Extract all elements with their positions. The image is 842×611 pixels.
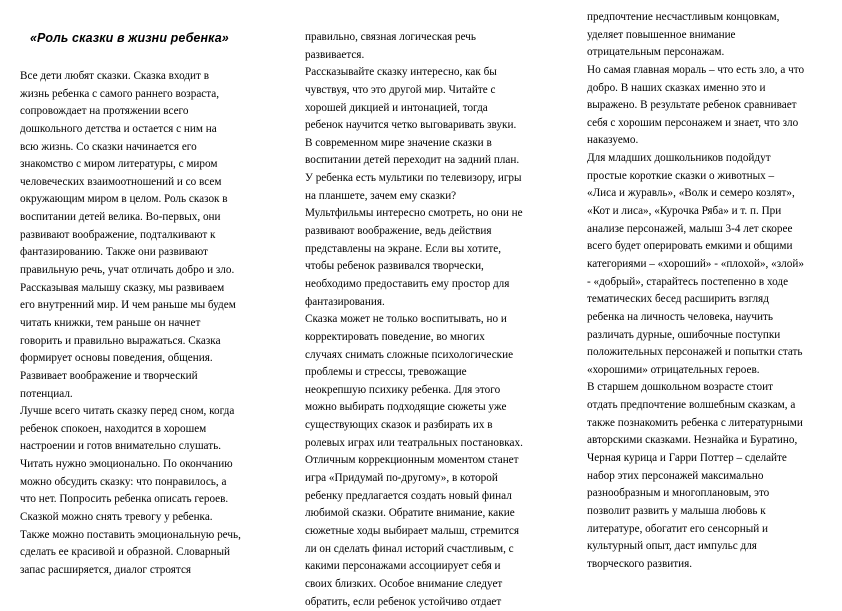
text-line: «хорошими» отрицательных героев. (587, 362, 837, 380)
text-line: ребенка на личность человека, научить (587, 309, 837, 327)
text-line: человеческих взаимоотношений и со всем (20, 174, 270, 192)
text-line: «Кот и лиса», «Курочка Ряба» и т. п. При (587, 203, 837, 221)
text-line: Читать нужно эмоционально. По окончанию (20, 456, 270, 474)
text-line: Развивает воображение и творческий (20, 368, 270, 386)
text-line: всего будет оперировать емкими и общими (587, 238, 837, 256)
text-line: ролевых играх или театральных постановках. (305, 435, 555, 453)
text-line: чтобы ребенок развивался творчески, (305, 258, 555, 276)
text-line: ребенок научится четко выговаривать звуки. (305, 117, 555, 135)
text-line: отдать предпочтение волшебным сказкам, а (587, 397, 837, 415)
text-line: простые короткие сказки о животных – (587, 168, 837, 186)
text-line: Отличным коррекционным моментом станет (305, 452, 555, 470)
text-line: любимой сказки. Обратите внимание, какие (305, 505, 555, 523)
text-column-2 (305, 29, 555, 611)
text-line: случаях снимать сложные психологические (305, 347, 555, 365)
text-line: что нет. Попросить ребенка описать героев. (20, 491, 270, 509)
text-line: проблемы и стрессы, тревожащие (305, 364, 555, 382)
text-line: воспитании детей велика. Во-первых, они (20, 209, 270, 227)
text-line: правильную речь, учат отличать добро и зло. (20, 262, 270, 280)
text-line: корректировать поведение, во многих (305, 329, 555, 347)
text-line: категориями – «хороший» - «плохой», «злой» (587, 256, 837, 274)
text-column-3 (587, 9, 837, 574)
text-line: воспитании детей переходит на задний план. (305, 152, 555, 170)
text-line: своих близких. Особое внимание следует (305, 576, 555, 594)
text-line: сюжетные ходы выбирает малыш, стремится (305, 523, 555, 541)
text-line: фантазирования. (305, 294, 555, 312)
text-line: на планшете, зачем ему сказки? (305, 188, 555, 206)
text-line: говорить и правильно выражаться. Сказка (20, 333, 270, 351)
text-line: - «добрый», старайтесь постепенно в ходе (587, 274, 837, 292)
text-line: творческого развития. (587, 556, 837, 574)
text-line: Также можно поставить эмоциональную речь, (20, 527, 270, 545)
text-line: уделяет повышенное внимание (587, 27, 837, 45)
text-line: У ребенка есть мультики по телевизору, игры (305, 170, 555, 188)
text-line: жизнь ребенка с самого раннего возраста, (20, 86, 270, 104)
text-line: какими персонажами ассоциирует себя и (305, 558, 555, 576)
text-line: окружающим миром в целом. Роль сказок в (20, 191, 270, 209)
text-line: предпочтение несчастливым концовкам, (587, 9, 837, 27)
text-line: сопровождает на протяжении всего (20, 103, 270, 121)
text-line: настроении и готов внимательно слушать. (20, 438, 270, 456)
text-line: авторскими сказками. Незнайка и Буратино, (587, 432, 837, 450)
text-line: существующих сказок и разбирать их в (305, 417, 555, 435)
text-line: неокрепшую психику ребенка. Для этого (305, 382, 555, 400)
text-line: его внутренний мир. И чем раньше мы будем (20, 297, 270, 315)
text-line: можно выбирать подходящие сюжеты уже (305, 399, 555, 417)
text-line: обратить, если ребенок устойчиво отдает (305, 594, 555, 611)
text-column-1 (20, 68, 270, 580)
text-line: В современном мире значение сказки в (305, 135, 555, 153)
text-line: необходимо предоставить ему простор для (305, 276, 555, 294)
text-line: читать книжки, тем раньше он начнет (20, 315, 270, 333)
text-line: «Лиса и журавль», «Волк и семеро козлят», (587, 185, 837, 203)
text-line: Все дети любят сказки. Сказка входит в (20, 68, 270, 86)
text-line: формирует основы поведения, общения. (20, 350, 270, 368)
text-line: Сказка может не только воспитывать, но и (305, 311, 555, 329)
text-line: культурный опыт, даст импульс для (587, 538, 837, 556)
text-line: положительных персонажей и попытки стать (587, 344, 837, 362)
text-line: литературе, обогатит его сенсорный и (587, 521, 837, 539)
text-line: чувствуя, что это другой мир. Читайте с (305, 82, 555, 100)
text-line: анализе персонажей, малыш 3-4 лет скорее (587, 221, 837, 239)
text-line: хорошей дикцией и интонацией, тогда (305, 100, 555, 118)
text-line: фантазированию. Также они развивают (20, 244, 270, 262)
text-line: дошкольного детства и остается с ним на (20, 121, 270, 139)
text-line: себя с хорошим персонажем и знает, что зло (587, 115, 837, 133)
text-line: Рассказывайте сказку интересно, как бы (305, 64, 555, 82)
text-line: отрицательным персонажам. (587, 44, 837, 62)
text-line: ребенку предлагается создать новый финал (305, 488, 555, 506)
text-line: Сказкой можно снять тревогу у ребенка. (20, 509, 270, 527)
text-line: потенциал. (20, 386, 270, 404)
text-line: игра «Придумай по-другому», в которой (305, 470, 555, 488)
text-line: Но самая главная мораль – что есть зло, а что (587, 62, 837, 80)
text-line: ребенок спокоен, находится в хорошем (20, 421, 270, 439)
text-line: набор этих персонажей максимально (587, 468, 837, 486)
text-line: разнообразным и многоплановым, это (587, 485, 837, 503)
text-line: развивают воображение, ведь действия (305, 223, 555, 241)
text-line: Для младших дошкольников подойдут (587, 150, 837, 168)
text-line: развивают воображение, подталкивают к (20, 227, 270, 245)
text-line: развивается. (305, 47, 555, 65)
text-line: Черная курица и Гарри Поттер – сделайте (587, 450, 837, 468)
text-line: представлены на экране. Если вы хотите, (305, 241, 555, 259)
text-line: тематических бесед расширить взгляд (587, 291, 837, 309)
text-line: Рассказывая малышу сказку, мы развиваем (20, 280, 270, 298)
text-line: наказуемо. (587, 132, 837, 150)
text-line: всю жизнь. Со сказки начинается его (20, 139, 270, 157)
text-line: правильно, связная логическая речь (305, 29, 555, 47)
text-line: различать дурные, ошибочные поступки (587, 327, 837, 345)
text-line: В старшем дошкольном возрасте стоит (587, 379, 837, 397)
text-line: добро. В наших сказках именно это и (587, 80, 837, 98)
text-line: выражено. В результате ребенок сравнивает (587, 97, 837, 115)
document-title: «Роль сказки в жизни ребенка» (30, 31, 260, 45)
text-line: также познакомить ребенка с литературными (587, 415, 837, 433)
text-line: Мультфильмы интересно смотреть, но они не (305, 205, 555, 223)
text-line: можно обсудить сказку: что понравилось, а (20, 474, 270, 492)
text-line: ли он сделать финал историй счастливым, с (305, 541, 555, 559)
text-line: запас расширяется, диалог строятся (20, 562, 270, 580)
text-line: Лучше всего читать сказку перед сном, когда (20, 403, 270, 421)
text-line: позволит развить у малыша любовь к (587, 503, 837, 521)
text-line: знакомство с миром литературы, с миром (20, 156, 270, 174)
text-line: сделать ее красивой и образной. Словарный (20, 544, 270, 562)
